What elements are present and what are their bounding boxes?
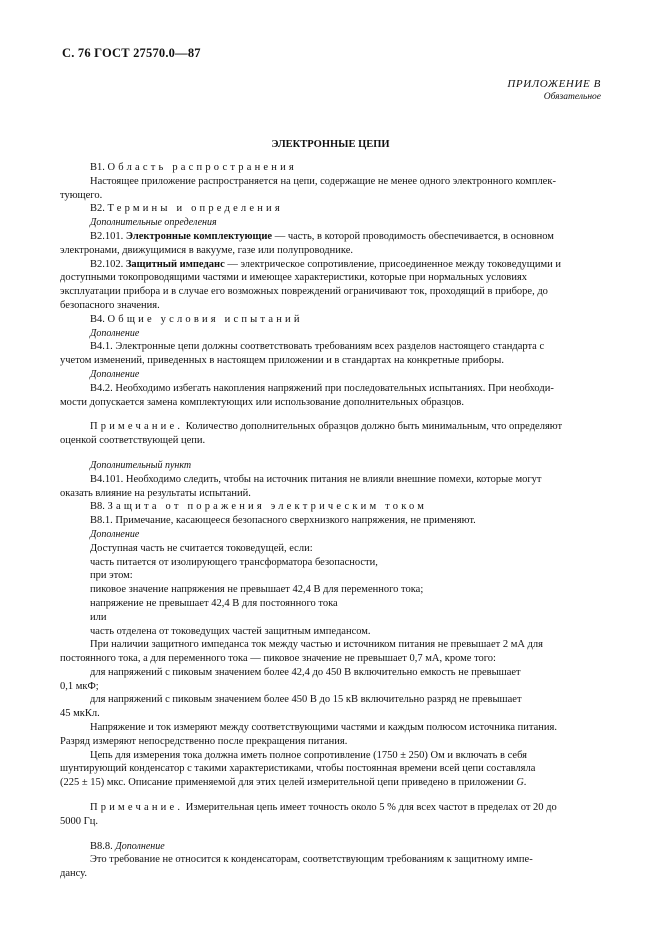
section-b8-heading: B8. Защита от поражения электрическим током [90,501,428,513]
clause-b88-heading: B8.8. Дополнение [90,840,165,852]
discharge-text: для напряжений с пиковым значением более 450 В до 15 кВ включительно разряд не превышает [90,694,522,706]
document-title: ЭЛЕКТРОННЫЕ ЦЕПИ [271,139,390,150]
clause-b81: B8.1. Примечание, касающееся безопасного сверхнизкого напряжения, не применяют. [90,515,476,527]
note-2: Примечание. Измерительная цепь имеет точность около 5 % для всех частот в пределах от 20 до [90,802,557,814]
section-b2-subheading: Дополнительные определения [90,217,217,229]
section-b2-heading: B2. Термины и определения [90,203,283,215]
access-condition: при этом: [90,570,133,582]
term-b2102-cont: безопасного значения. [60,299,160,311]
section-b4-subheading: Дополнительный пункт [90,459,192,471]
term-b2101-cont: электронами, движущимися в вакууме, газе или полупроводнике. [60,244,354,256]
access-condition: часть отделена от токоведущих частей защитным импедансом. [90,625,371,637]
impedance-text: При наличии защитного импеданса ток между частью и источником питания не превышает 2 мА для [90,639,543,651]
clause-b42: B4.2. Необходимо избегать накопления напряжений при последовательных испытаниях. При необходи- [90,382,554,394]
term-b2101: B2.101. Электронные комплектующие — часть, в которой проводимость обеспечивается, в основном [90,230,554,242]
clause-b4101: B4.101. Необходимо следить, чтобы на источник питания не влияли внешние помехи, которые могут [90,473,542,485]
document-body [60,161,598,881]
section-b1-text: Настоящее приложение распространяется на цепи, содержащие не менее одного электронного комплек- [90,175,556,187]
clause-b88-text-cont: дансу. [60,868,87,880]
term-b2102-cont: доступными токопроводящими частями и имеющее характеристики, которые при нормальных условиях [60,272,528,284]
appendix-status: Обязательное [543,92,601,102]
access-condition: пиковое значение напряжения не превышает 42,4 В для переменного тока; [90,584,424,596]
access-condition: Доступная часть не считается токоведущей, если: [90,542,313,554]
section-b1-text-cont: тующего. [60,189,103,201]
term-b2102: B2.102. Защитный импеданс — электрическое сопротивление, присоединенное между токоведущими и [90,258,562,270]
clause-b41: B4.1. Электронные цепи должны соответствовать требованиям всех разделов настоящего стандарта с [90,341,545,353]
circuit-text-cont: шунтирующий конденсатор с такими характеристиками, чтобы постоянная времени всей цепи составляла [60,763,536,775]
section-b1-heading: B1. Область распространения [90,162,297,173]
measurement-text-cont: Разряд измеряют непосредственно после прекращения питания. [60,735,348,747]
impedance-text-cont: постоянного тока, а для переменного тока — пиковое значение не превышает 0,7 мА, кроме того: [60,653,496,665]
clause-b88-text: Это требование не относится к конденсаторам, соответствующим требованиям к защитному импе- [90,854,533,866]
note-1-cont: оценкой соответствующей цепи. [60,435,206,447]
access-condition: часть питается от изолирующего трансформатора безопасности, [90,556,378,568]
clause-b42-cont: мости допускается замена комплектующих или использование дополнительных образцов. [60,396,464,408]
note-1: Примечание. Количество дополнительных образцов должно быть минимальным, что определяют [90,421,563,433]
clause-b41-cont: учетом изменений, приведенных в настоящем приложении и в стандартах на конкретные приборы. [60,355,504,367]
page-header: С. 76 ГОСТ 27570.0—87 [62,46,201,60]
section-b8-subheading: Дополнение [90,528,140,540]
appendix-label [507,78,601,104]
capacitance-text: для напряжений с пиковым значением более 42,4 до 450 В включительно емкость не превышает [90,666,521,678]
capacitance-text-cont: 0,1 мкФ; [60,680,99,692]
appendix-title: ПРИЛОЖЕНИЕ B [507,78,601,90]
measurement-text: Напряжение и ток измеряют между соответствующими частями и каждым полюсом источника питания. [90,722,557,734]
term-b2102-cont: эксплуатации прибора и в случае его возможных повреждений ограничивают ток, проходящий в приборе, до [60,286,548,298]
section-b4-subheading: Дополнение [90,327,140,339]
access-condition: или [90,611,107,623]
circuit-text-cont: (225 ± 15) мкс. Описание применяемой для этих целей измерительной цепи приведено в приложении G. [60,777,527,789]
clause-b4101-cont: оказать влияние на результаты испытаний. [60,487,251,499]
access-condition: напряжение не превышает 42,4 В для постоянного тока [90,597,338,609]
section-b4-heading: B4. Общие условия испытаний [90,313,303,325]
section-b4-subheading: Дополнение [90,368,140,380]
note-2-cont: 5000 Гц. [60,815,98,827]
circuit-text: Цепь для измерения тока должна иметь полное сопротивление (1750 ± 250) Ом и включать в себя [90,749,527,761]
discharge-text-cont: 45 мкКл. [60,708,100,720]
